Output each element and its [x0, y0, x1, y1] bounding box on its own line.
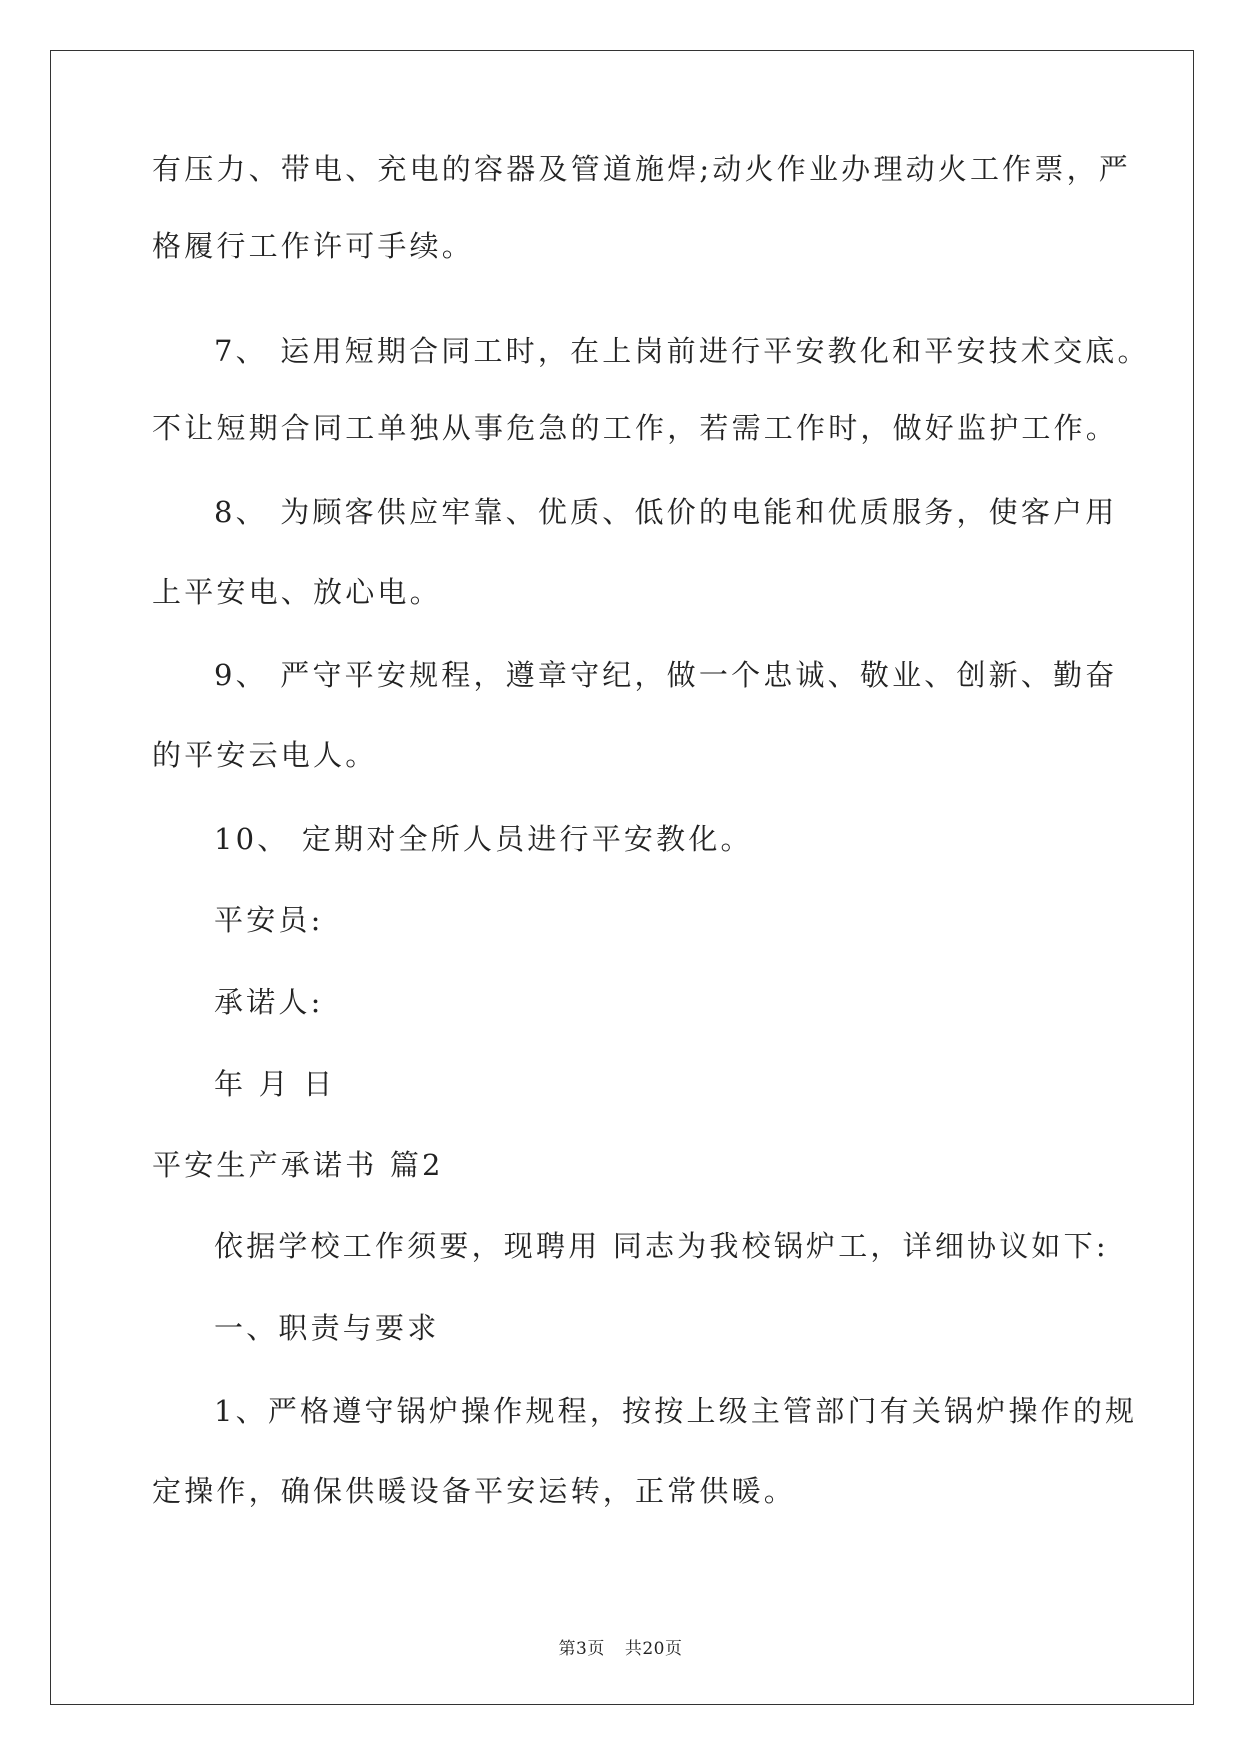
body-line-8: 的平安云电人。 — [152, 738, 378, 772]
body-line-16: 1、严格遵守锅炉操作规程，按按上级主管部门有关锅炉操作的规 — [214, 1394, 1138, 1428]
body-line-3: 7、 运用短期合同工时，在上岗前进行平安教化和平安技术交底。 — [214, 334, 1150, 368]
body-line-9: 10、 定期对全所人员进行平安教化。 — [214, 822, 753, 856]
body-line-1: 有压力、带电、充电的容器及管道施焊;动火作业办理动火工作票，严 — [152, 152, 1131, 186]
body-line-4: 不让短期合同工单独从事危急的工作，若需工作时，做好监护工作。 — [152, 411, 1119, 445]
section-heading: 平安生产承诺书 篇2 — [152, 1148, 444, 1182]
body-line-5: 8、 为顾客供应牢靠、优质、低价的电能和优质服务，使客户用 — [214, 495, 1118, 529]
subsection-heading: 一、职责与要求 — [214, 1311, 440, 1345]
page-footer — [0, 1634, 1241, 1659]
page-border — [50, 50, 1194, 1705]
signature-label-safety-officer: 平安员: — [214, 903, 324, 937]
body-line-14: 依据学校工作须要，现聘用 同志为我校锅炉工，详细协议如下: — [214, 1229, 1109, 1263]
body-line-2: 格履行工作许可手续。 — [152, 229, 475, 263]
page-number: 第3页 — [558, 1639, 605, 1659]
body-line-17: 定操作，确保供暖设备平安运转，正常供暖。 — [152, 1474, 797, 1508]
date-line: 年 月 日 — [214, 1067, 336, 1101]
body-line-6: 上平安电、放心电。 — [152, 575, 442, 609]
signature-label-pledger: 承诺人: — [214, 985, 324, 1019]
body-line-7: 9、 严守平安规程，遵章守纪，做一个忠诚、敬业、创新、勤奋 — [214, 658, 1118, 692]
page-total: 共20页 — [624, 1639, 683, 1659]
